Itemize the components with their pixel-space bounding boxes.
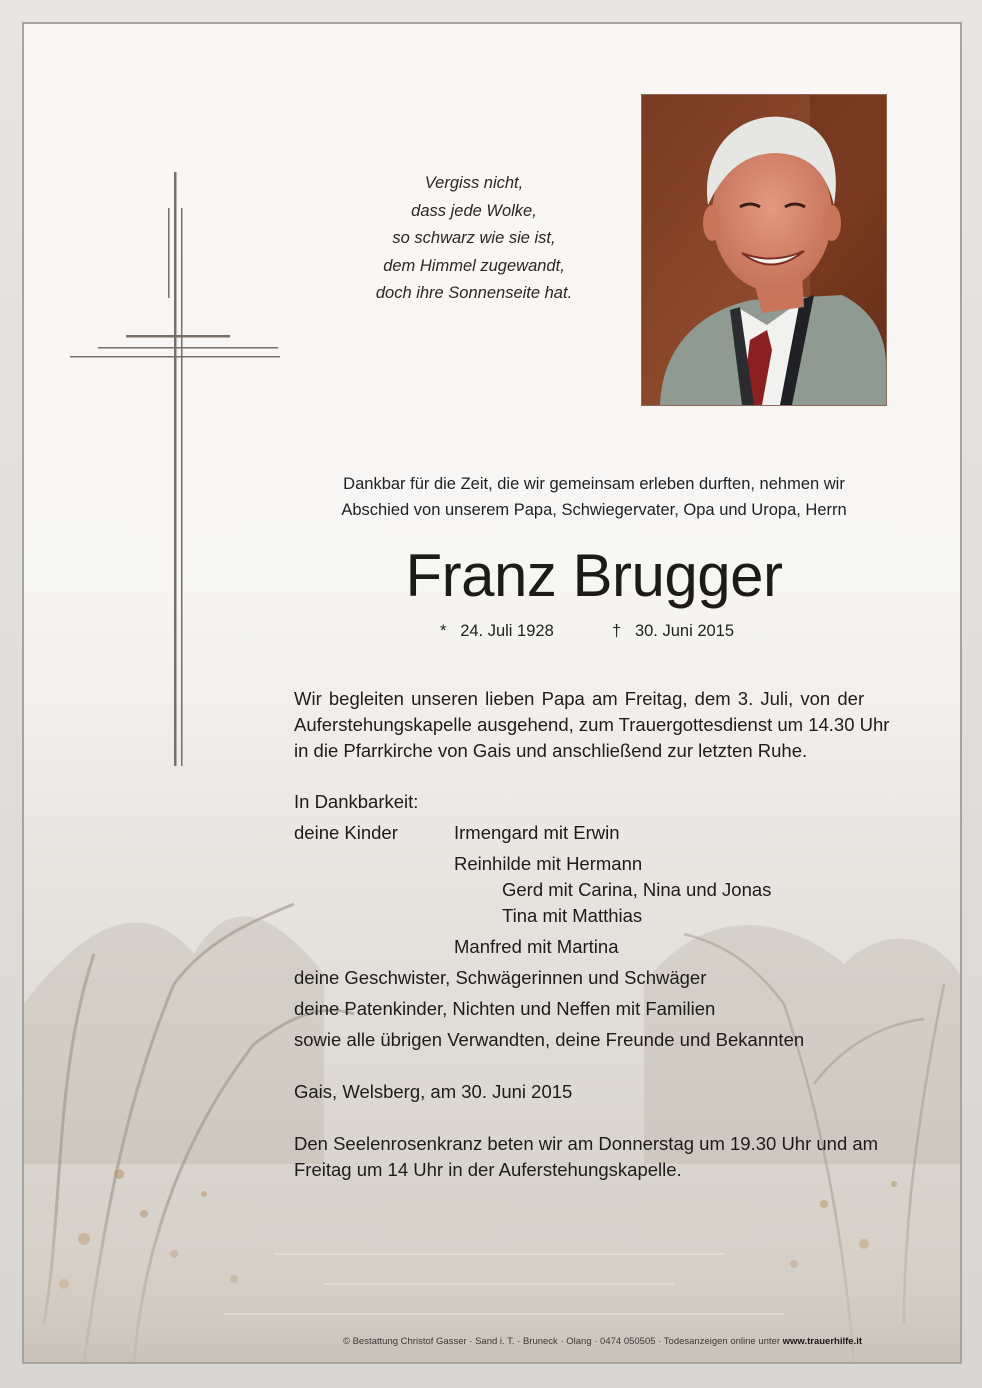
funeral-line: in die Pfarrkirche von Gais und anschließend zur letzten Ruhe. [294,740,808,761]
quote-line: dass jede Wolke, [411,201,537,220]
funeral-line: Wir begleiten unseren lieben Papa am Freitag, dem 3. Juli, von der [294,688,865,709]
intro-text [254,471,934,523]
funeral-line: Auferstehungskapelle ausgehend, zum Trauergottesdienst um 14.30 Uhr [294,714,890,735]
intro-line: Dankbar für die Zeit, die wir gemeinsam erleben durften, nehmen wir [343,475,845,493]
intro-line: Abschied von unserem Papa, Schwiegervater, Opa und Uropa, Herrn [341,501,847,519]
birth-symbol: * [440,622,447,640]
child-entry: Irmengard mit Erwin [454,822,620,843]
child-entry: Reinhilde mit Hermann [454,853,643,874]
life-dates [254,622,934,646]
portrait-photo [641,94,887,406]
funeral-announcement [294,686,894,764]
birth-date: 24. Juli 1928 [460,622,554,640]
birth-date-group [440,622,554,641]
others-entry: sowie alle übrigen Verwandten, deine Freunde und Bekannten [294,1029,805,1050]
quote-line: doch ihre Sonnenseite hat. [375,284,573,302]
quote-line: dem Himmel zugewandt, [383,256,565,275]
grandchild-entry: Tina mit Matthias [502,905,643,926]
cross-icon [70,172,280,772]
footer-text: © Bestattung Christof Gasser · Sand i. T. · Bruneck · Olang · 0474 050505 · Todesanzeigen online unter [342,1336,780,1347]
child-entry: Manfred mit Martina [454,936,619,957]
grandchild-entry: Gerd mit Carina, Nina und Jonas [502,879,772,900]
quote-line: so schwarz wie sie ist, [392,229,556,247]
godchildren-entry: deine Patenkinder, Nichten und Neffen mit Familien [294,998,716,1019]
death-cross-icon: † [612,622,622,640]
death-date: 30. Juni 2015 [634,622,735,640]
children-label: deine Kinder [294,822,398,843]
quote-line: Vergiss nicht, [424,174,524,192]
deceased-name: Franz Brugger [405,542,783,609]
obituary-card [22,22,962,1364]
rosary-line: Den Seelenrosenkranz beten wir am Donnerstag um 19.30 Uhr und am [294,1133,879,1154]
death-date-group [612,622,734,641]
rosary-line: Freitag um 14 Uhr in der Auferstehungskapelle. [294,1159,682,1180]
mourners-heading: In Dankbarkeit: [294,791,419,812]
siblings-entry: deine Geschwister, Schwägerinnen und Schwäger [294,967,707,988]
footer-link[interactable]: www.trauerhilfe.it [782,1336,862,1347]
footer-credit [24,1336,862,1347]
place-date: Gais, Welsberg, am 30. Juni 2015 [294,1081,573,1102]
memorial-quote [294,170,654,308]
